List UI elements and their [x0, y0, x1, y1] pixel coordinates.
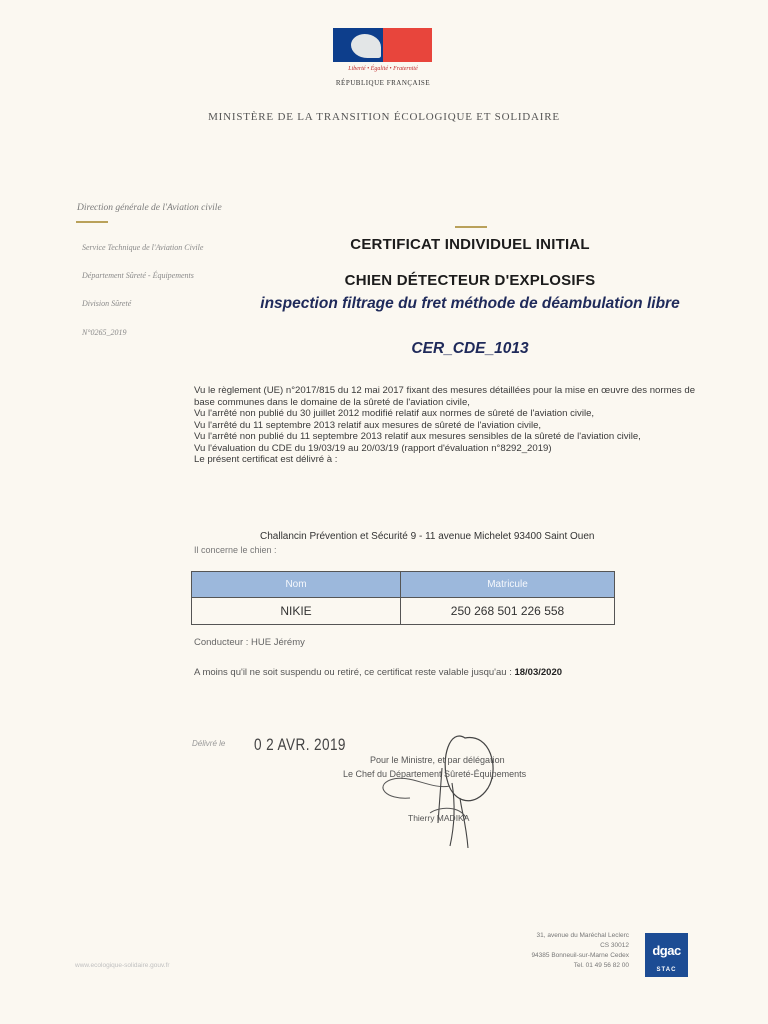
legal-paragraph: Vu l'arrêté non publié du 30 juillet 2012 modifié relatif aux normes de sûreté de l'aviation civile,	[194, 408, 595, 419]
stac-wordmark: STAC	[656, 967, 677, 973]
header-nom: Nom	[192, 572, 401, 598]
table-row	[192, 598, 615, 625]
legal-paragraph: Le présent certificat est délivré à :	[194, 454, 338, 465]
concerne-label: Il concerne le chien :	[194, 545, 277, 555]
certificate-subtitle: CHIEN DÉTECTEUR D'EXPLOSIFS	[344, 272, 596, 289]
address-phone: Tel. 01 49 56 82 00	[573, 962, 629, 969]
signature-title: Le Chef du Département Sûreté-Équipements	[343, 769, 527, 779]
header-matricule: Matricule	[401, 572, 615, 598]
dog-name: NIKIE	[192, 598, 401, 625]
certificate-title: CERTIFICAT INDIVIDUEL INITIAL	[350, 236, 590, 253]
handwritten-signature	[370, 728, 510, 853]
title-divider	[455, 226, 487, 228]
certificate-method: inspection filtrage du fret méthode de déambulation libre	[260, 295, 680, 312]
dgac-logo	[645, 933, 688, 977]
dog-matricule: 250 268 501 226 558	[401, 598, 615, 625]
legal-paragraph: Vu l'arrêté du 11 septembre 2013 relatif aux mesures de sûreté de l'aviation civile,	[194, 419, 542, 431]
footer-website: www.ecologique-solidaire.gouv.fr	[75, 962, 170, 969]
republic-name: RÉPUBLIQUE FRANÇAISE	[335, 79, 431, 87]
holder-company: Challancin Prévention et Sécurité 9 - 11 avenue Michelet 93400 Saint Ouen	[260, 531, 595, 542]
signature-delegation: Pour le Ministre, et par délégation	[370, 755, 505, 765]
issue-date-stamp: 0 2 AVR. 2019	[254, 735, 346, 754]
dog-table	[191, 571, 615, 625]
departement-name: Département Sûreté - Équipements	[82, 271, 194, 280]
handler-name: Conducteur : HUE Jérémy	[194, 637, 305, 648]
direction-generale: Direction générale de l'Aviation civile	[77, 203, 222, 213]
validity-date: 18/03/2020	[514, 667, 563, 678]
validity-statement	[194, 667, 562, 678]
dgac-wordmark: dgac	[652, 943, 681, 958]
address-street: 31, avenue du Maréchal Leclerc	[536, 932, 629, 939]
legal-paragraph: Vu l'arrêté non publié du 11 septembre 2013 relatif aux mesures sensibles de la sûreté de l'aviation civile,	[194, 431, 641, 442]
address-cs: CS 30012	[600, 942, 629, 949]
legal-basis	[194, 385, 696, 466]
legal-paragraph: Vu le règlement (UE) n°2017/815 du 12 mai 2017 fixant des mesures détaillées pour la mise en œuvre des normes de base communes dans le domaine de la sûreté de l'aviation civile,	[194, 385, 696, 408]
reference-number: N°0265_2019	[82, 328, 127, 337]
left-divider	[76, 221, 108, 223]
ministry-name: MINISTÈRE DE LA TRANSITION ÉCOLOGIQUE ET SOLIDAIRE	[208, 111, 560, 123]
flag-red-band	[383, 28, 433, 62]
legal-paragraph: Vu l'évaluation du CDE du 19/03/19 au 20/03/19 (rapport d'évaluation n°8292_2019)	[194, 442, 552, 454]
issue-label: Délivré le	[192, 739, 226, 748]
marianne-profile-icon	[351, 34, 381, 58]
address-city: 94385 Bonneuil-sur-Marne Cedex	[531, 952, 629, 959]
republic-motto: Liberté • Égalité • Fraternité	[348, 66, 418, 72]
division-name: Division Sûreté	[82, 299, 132, 308]
signatory-name: Thierry MADIKA	[408, 813, 470, 823]
certificate-code: CER_CDE_1013	[411, 340, 529, 357]
flag-blue-band	[333, 28, 383, 62]
marianne-logo	[333, 28, 432, 62]
validity-text: A moins qu'il ne soit suspendu ou retiré, ce certificat reste valable jusqu'au :	[194, 667, 515, 678]
service-name: Service Technique de l'Aviation Civile	[82, 243, 204, 252]
